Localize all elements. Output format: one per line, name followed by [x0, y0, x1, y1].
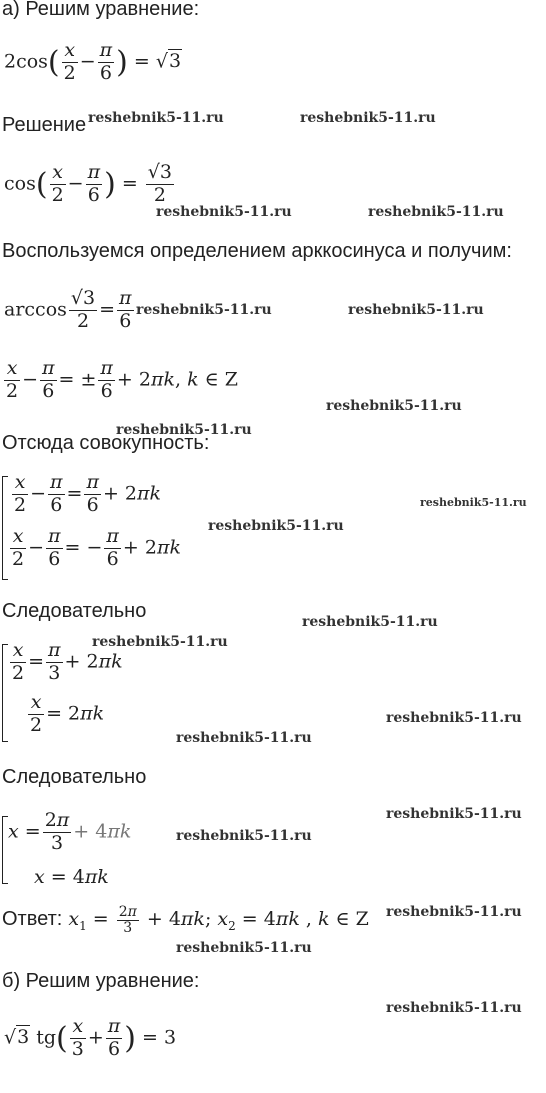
- definition-text: Воспользуемся определением арккосинуса и получим:: [2, 240, 512, 262]
- equation-original: 2cos( $\frac{x}{2}$ − $\frac{\pi}{6}$ ) = √3: [4, 39, 182, 84]
- watermark: reshebnik5-11.ru: [326, 398, 462, 414]
- watermark: reshebnik5-11.ru: [302, 614, 438, 630]
- equation-arccos: arccos $\frac{√3}{2}$ = $\frac{\pi}{6}$: [4, 287, 132, 332]
- watermark: reshebnik5-11.ru: [386, 710, 522, 726]
- part-a-heading: а) Решим уравнение:: [2, 0, 200, 20]
- hence-set-label: Отсюда совокупность:: [2, 432, 210, 454]
- system3-line2: x = 4πk: [34, 866, 109, 888]
- system1-line2: $\frac{x}{2}$ − $\frac{\pi}{6}$ = − $\frac{\pi}{6}$ + 2πk: [12, 525, 181, 570]
- consequently-label-1: Следовательно: [2, 600, 147, 622]
- watermark: reshebnik5-11.ru: [88, 110, 224, 126]
- watermark: reshebnik5-11.ru: [176, 730, 312, 746]
- consequently-label-2: Следовательно: [2, 766, 147, 788]
- equation-part-b: √3 tg( $\frac{x}{3}$ + $\frac{\pi}{6}$ ) = 3: [4, 1015, 177, 1060]
- equation-general: $\frac{x}{2}$ − $\frac{\pi}{6}$ = ± $\frac{\pi}{6}$ + 2πk, k ∈ Z: [6, 357, 238, 402]
- watermark: reshebnik5-11.ru: [136, 302, 272, 318]
- system2-line1: $\frac{x}{2}$ = $\frac{\pi}{3}$ + 2πk: [12, 639, 123, 684]
- watermark: reshebnik5-11.ru: [368, 204, 504, 220]
- solution-label: Решение: [2, 114, 87, 136]
- watermark: reshebnik5-11.ru: [176, 828, 312, 844]
- watermark: reshebnik5-11.ru: [386, 1000, 522, 1016]
- watermark: reshebnik5-11.ru: [208, 518, 344, 534]
- system2-line2: $\frac{x}{2}$ = 2πk: [30, 691, 105, 736]
- answer-label: Ответ:: [2, 908, 63, 931]
- watermark: reshebnik5-11.ru: [92, 634, 228, 650]
- watermark: reshebnik5-11.ru: [176, 940, 312, 956]
- system3-line1: x = $\frac{2\pi}{3}$ + 4πk: [8, 809, 132, 854]
- watermark: reshebnik5-11.ru: [386, 806, 522, 822]
- watermark: reshebnik5-11.ru: [420, 496, 527, 509]
- answer-line: Ответ: $x_1$ = $\frac{2\pi}{3}$ + 4πk; $x_2 = 4\pi k$ , k ∈ Z: [2, 904, 369, 936]
- watermark: reshebnik5-11.ru: [348, 302, 484, 318]
- watermark: reshebnik5-11.ru: [156, 204, 292, 220]
- watermark: reshebnik5-11.ru: [386, 904, 522, 920]
- system1-line1: $\frac{x}{2}$ − $\frac{\pi}{6}$ = $\frac{\pi}{6}$ + 2πk: [14, 471, 162, 516]
- watermark: reshebnik5-11.ru: [116, 422, 252, 438]
- part-b-heading: б) Решим уравнение:: [2, 970, 200, 992]
- watermark: reshebnik5-11.ru: [300, 110, 436, 126]
- equation-cos: cos( $\frac{x}{2}$ − $\frac{\pi}{6}$ ) = $\frac{√3}{2}$: [4, 161, 172, 206]
